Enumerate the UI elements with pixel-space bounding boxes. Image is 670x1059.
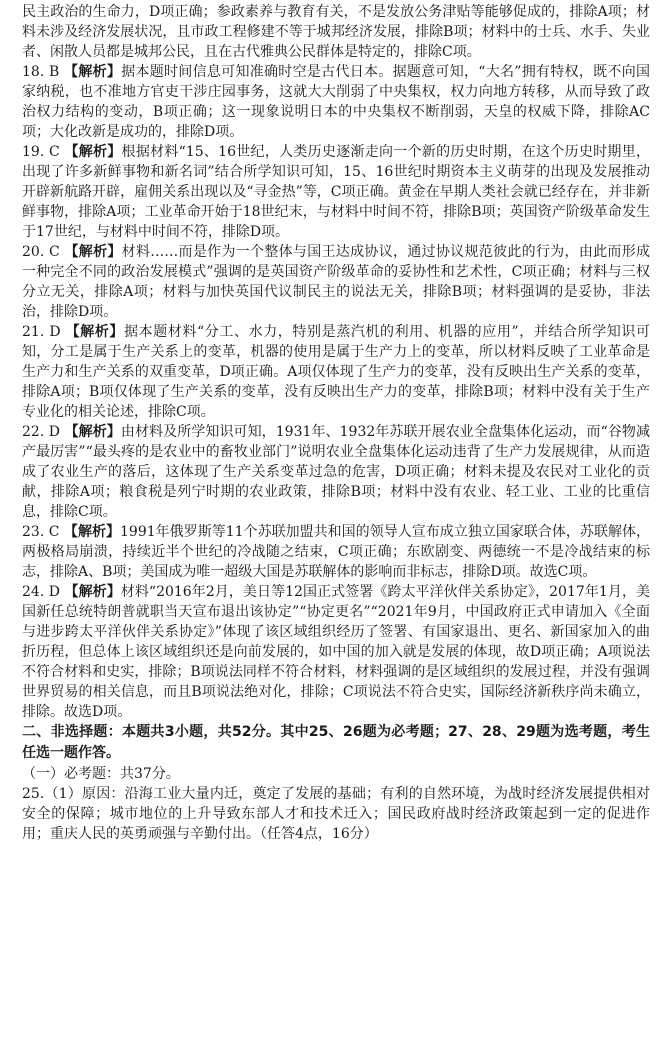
answer-23 xyxy=(22,522,650,582)
answer-number: 23. C xyxy=(22,524,60,540)
answer-text: 据本题材料“分工、水力，特别是蒸汽机的利用、机器的应用”，并结合所学知识可知，分工是属于生产关系上的变革，机器的使用是属于生产力上的变革，所以材料反映了工业革命是生产力和生产关系的双重变革，D项正确。A项仅体现了生产力的变革，没有反映出生产关系的变革，排除A项；B项仅体现了生产关系的变革，没有反映出生产力的变革，排除B项；材料中没有关于生产专业化的相关论述，排除C项。 xyxy=(22,324,651,420)
analysis-tag: 【解析】 xyxy=(64,584,121,600)
answer-25: 25.（1）原因：沿海工业大量内迁，奠定了发展的基础；有利的自然环境，为战时经济发展提供相对安全的保障；城市地位的上升导致东部人才和技术迁入；国民政府战时经济政策起到一定的促进作用；重庆人民的英勇顽强与辛勤付出。（任答4点，16分） xyxy=(22,786,650,842)
answer-21 xyxy=(22,322,650,422)
answer-18 xyxy=(22,62,650,142)
answer-number: 20. C xyxy=(22,244,60,260)
section-heading: 二、非选择题：本题共3小题，共52分。其中25、26题为必考题；27、28、29题为选考题，考生任选一题作答。 xyxy=(22,724,650,761)
answer-text: 根据材料“15、16世纪，人类历史逐渐走向一个新的历史时期，在这个历史时期里，出现了许多新鲜事物和新名词”结合所学知识可知，15、16世纪时期资本主义萌芽的出现及发展推动开辟新航路开辟，雇佣关系出现以及“寻金热”等，C项正确。黄金在早期人类社会就已经存在，并非新鲜事物，排除A项；工业革命开始于18世纪末，与材料中时间不符，排除B项；英国资产阶级革命发生于17世纪，与材料中时间不符，排除D项。 xyxy=(22,144,650,240)
answer-22 xyxy=(22,422,650,522)
answer-number: 24. D xyxy=(22,584,61,600)
answer-number: 19. C xyxy=(22,144,60,160)
analysis-tag: 【解析】 xyxy=(64,244,122,260)
analysis-tag: 【解析】 xyxy=(64,144,122,160)
analysis-tag: 【解析】 xyxy=(64,424,121,440)
document-page xyxy=(22,2,650,844)
answer-text: 据本题时间信息可知准确时空是古代日本。据题意可知，“大名”拥有特权，既不向国家纳税，也不准地方官吏干涉庄园事务，这就大大削弱了中央集权，权力向地方转移，从而导致了政治权力结构的变动，B项正确；这一现象说明日本的中央集权不断削弱，天皇的权威下降，排除AC项；大化改新是成功的，排除D项。 xyxy=(22,64,650,140)
analysis-tag: 【解析】 xyxy=(64,64,122,80)
answer-20 xyxy=(22,242,650,322)
answer-24 xyxy=(22,582,650,722)
analysis-tag: 【解析】 xyxy=(65,324,125,340)
answer-text: 材料“2016年2月，美日等12国正式签署《跨太平洋伙伴关系协定》，2017年1月，美国新任总统特朗普就职当天宣布退出该协定”“协定更名”“2021年9月，中国政府正式申请加入《全面与进步跨太平洋伙伴关系协定》”体现了该区域组织经历了签署、有国家退出、更名、新国家加入的曲折历程，但总体上该区域组织还是向前发展的，如中国的加入就是发展的体现，故D项正确；A项说法不符合材料和史实，排除；B项说法同样不符合材料，材料强调的是区域组织的发展过程，并没有强调世界贸易的相关信息，而且B项说法绝对化，排除；C项说法不符合史实，国际经济新秩序尚未确立，排除。故选D项。 xyxy=(22,584,651,720)
analysis-tag: 【解析】 xyxy=(63,524,120,540)
answer-text: 1991年俄罗斯等11个苏联加盟共和国的领导人宣布成立独立国家联合体，苏联解体，两极格局崩溃，持续近半个世纪的冷战随之结束，C项正确；东欧剧变、两德统一不是冷战结束的标志，排除A、B项；美国成为唯一超级大国是苏联解体的影响而非标志，排除D项。故选C项。 xyxy=(22,524,651,580)
answer-number: 18. B xyxy=(22,64,60,80)
answer-number: 21. D xyxy=(22,324,61,340)
answer-text: 材料……而是作为一个整体与国王达成协议，通过协议规范彼此的行为，由此而形成一种完全不同的政治发展模式”强调的是英国资产阶级革命的妥协性和艺术性，C项正确；材料与三权分立无关，排除A项；材料与加快英国代议制民主的说法无关，排除B项；材料强调的是妥协，非法治，排除D项。 xyxy=(22,244,651,320)
answer-text: 由材料及所学知识可知，1931年、1932年苏联开展农业全盘集体化运动，而“谷物减产最厉害”“最头疼的是农业中的畜牧业部门”说明农业全盘集体化运动违背了生产力发展规律，从而造成了农业生产的落后，这体现了生产关系变革过急的危害，D项正确；材料未提及农民对工业化的贡献，排除A项；粮食税是列宁时期的农业政策，排除B项；材料中没有农业、轻工业、工业的比重信息，排除C项。 xyxy=(22,424,650,520)
sub-heading: （一）必考题：共37分。 xyxy=(22,766,180,782)
answer-number: 22. D xyxy=(22,424,61,440)
answer-19 xyxy=(22,142,650,242)
intro-paragraph: 民主政治的生命力，D项正确；参政素养与教育有关，不是发放公务津贴等能够促成的，排除A项；材料未涉及经济发展状况，且市政工程修建不等于城邦经济发展，排除B项；材料中的士兵、水手、失业者、闲散人员都是城邦公民，且在古代雅典公民群体是特定的，排除C项。 xyxy=(22,4,650,60)
